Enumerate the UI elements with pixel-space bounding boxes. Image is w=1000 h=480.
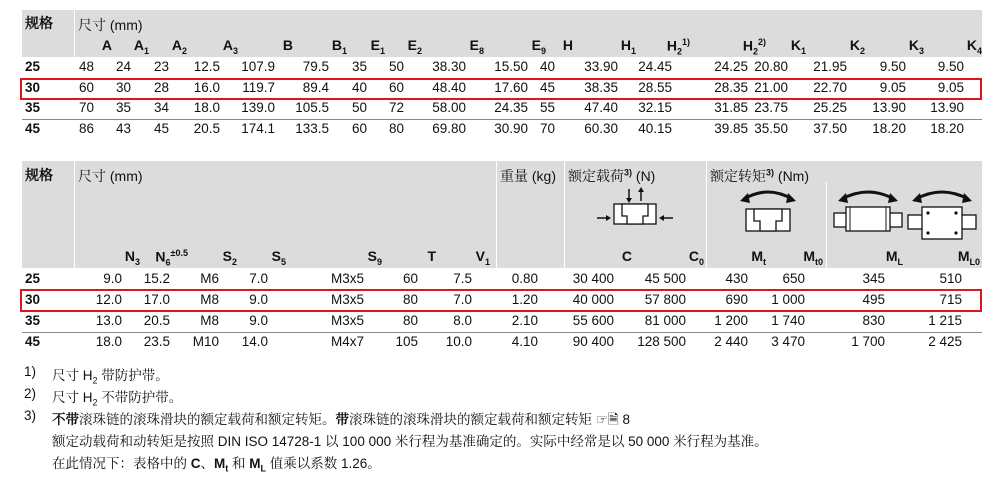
dimension-header: 尺寸 (mm) (78, 17, 143, 33)
table-cell: 60 (402, 271, 418, 286)
table-cell: 15.2 (143, 271, 170, 286)
table-cell: 55 (539, 100, 555, 115)
table-cell: 40 (351, 80, 367, 95)
divider (74, 161, 75, 268)
table-cell: 18.0 (193, 100, 220, 115)
table-cell: 28 (153, 80, 169, 95)
table-cell: 174.1 (241, 121, 275, 136)
torque-ml0-icon (906, 183, 978, 243)
table-cell: 3 470 (771, 334, 805, 349)
table-cell: 45 (153, 121, 169, 136)
table-cell: 23.5 (143, 334, 170, 349)
table-cell: 13.0 (95, 313, 122, 328)
table-cell: 119.7 (242, 80, 275, 95)
table-cell: 34 (153, 100, 169, 115)
table-cell: 70 (78, 100, 94, 115)
table-cell: M3x5 (330, 292, 364, 307)
table-cell: 133.5 (295, 121, 329, 136)
col-H2-note2: $H_2^{2)}$ (742, 37, 766, 57)
size-label: 35 (25, 100, 41, 115)
size-label: 45 (25, 334, 41, 349)
table-cell: 60 (388, 80, 404, 95)
table-cell: 47.40 (584, 100, 618, 115)
table-cell: 57 800 (644, 292, 686, 307)
page-reference-icon: ☞🗎 8 (595, 412, 630, 427)
table-cell: 1 740 (771, 313, 805, 328)
table-cell: 13.90 (872, 100, 906, 115)
table-row (22, 271, 982, 290)
table-cell: 1 215 (928, 313, 962, 328)
torque-rating-header: 额定转矩$^{3)}$ (Nm) (710, 167, 810, 184)
col-T: T (427, 248, 436, 264)
table-cell: 9.50 (879, 59, 906, 74)
table-cell: 90 400 (572, 334, 614, 349)
table-cell: 21.95 (813, 59, 847, 74)
table-cell: 1.20 (511, 292, 538, 307)
row-separator (22, 119, 982, 120)
table-row (22, 59, 982, 78)
table-cell: 18.20 (930, 121, 964, 136)
table-cell: 80 (402, 313, 418, 328)
table-cell: 20.80 (754, 59, 788, 74)
table-cell: M10 (192, 334, 219, 349)
col-B1: $B_1$ (331, 37, 347, 56)
table-cell: 2.10 (511, 313, 538, 328)
col-E8: $E_8$ (469, 37, 484, 56)
footnote-3-line-3: 在此情况下：表格中的 C、$M_t$ 和 $M_L$ 值乘以系数 1.26。 (52, 456, 381, 474)
table-cell: 79.5 (302, 59, 329, 74)
table-cell: 37.50 (813, 121, 847, 136)
table-cell: 50 (388, 59, 404, 74)
col-C: C (621, 248, 632, 264)
table-cell: 28.55 (638, 80, 672, 95)
table-cell: 80 (402, 292, 418, 307)
table-cell: 495 (862, 292, 885, 307)
table-cell: 70 (539, 121, 555, 136)
size-label: 30 (25, 80, 41, 95)
col-A1: $A_1$ (133, 37, 149, 56)
torque-mt-icon (738, 183, 798, 235)
table-cell: 24.35 (494, 100, 528, 115)
table-cell: 48.40 (432, 80, 466, 95)
table-cell: 830 (862, 313, 885, 328)
table-cell: M3x5 (330, 271, 364, 286)
table-cell: 9.50 (937, 59, 964, 74)
spec-header: 规格 (25, 167, 53, 183)
table-cell: 7.5 (453, 271, 472, 286)
table-cell: 69.80 (432, 121, 466, 136)
divider (496, 161, 497, 268)
table-row (22, 334, 982, 353)
table-cell: 21.00 (754, 80, 788, 95)
col-B: B (282, 37, 293, 53)
table-cell: 55 600 (572, 313, 614, 328)
table-cell: 58.00 (432, 100, 466, 115)
col-K4: $K_4$ (966, 37, 982, 56)
table-cell: 30 400 (572, 271, 614, 286)
table-cell: 14.0 (241, 334, 268, 349)
col-K3: $K_3$ (908, 37, 924, 56)
col-E2: $E_2$ (407, 37, 422, 56)
col-C0: $C_0$ (688, 248, 704, 267)
divider (826, 182, 827, 268)
col-H2-note1: $H_2^{1)}$ (666, 37, 690, 57)
table-cell: 22.70 (813, 80, 847, 95)
table-cell: 80 (388, 121, 404, 136)
table-cell: 33.90 (584, 59, 618, 74)
col-K2: $K_2$ (849, 37, 865, 56)
table-cell: 48 (78, 59, 94, 74)
table-cell: 2 425 (928, 334, 962, 349)
table-cell: 9.05 (879, 80, 906, 95)
table-cell: 715 (939, 292, 962, 307)
footnote-1: 1) 尺寸 $H_2$ 带防护带。 (24, 364, 169, 386)
table-cell: 40.15 (638, 121, 672, 136)
table-cell: 18.20 (872, 121, 906, 136)
table-cell: 72 (388, 100, 404, 115)
table-cell: 9.0 (103, 271, 122, 286)
table-cell: M6 (200, 271, 219, 286)
table-cell: M8 (200, 313, 219, 328)
torque-ml-icon (832, 183, 904, 235)
table-cell: 38.35 (584, 80, 618, 95)
size-label: 35 (25, 313, 41, 328)
table-cell: 35 (351, 59, 367, 74)
table-cell: 28.35 (714, 80, 748, 95)
table-cell: 12.5 (193, 59, 220, 74)
table-cell: 30 (115, 80, 131, 95)
table-cell: 690 (725, 292, 748, 307)
table-cell: 23.75 (754, 100, 788, 115)
table-cell: 89.4 (302, 80, 329, 95)
table-cell: 17.60 (494, 80, 528, 95)
divider (74, 10, 75, 57)
table-cell: 30.90 (494, 121, 528, 136)
table-cell: 650 (782, 271, 805, 286)
size-label: 25 (25, 59, 41, 74)
table-cell: 32.15 (638, 100, 672, 115)
table-cell: 9.05 (937, 80, 964, 95)
table-cell: 35 (115, 100, 131, 115)
table-cell: 38.30 (432, 59, 466, 74)
footnote-2: 2) 尺寸 $H_2$ 不带防护带。 (24, 386, 183, 408)
table-cell: 20.5 (193, 121, 220, 136)
col-S2: $S_2$ (222, 248, 237, 267)
table-cell: M3x5 (330, 313, 364, 328)
table-cell: 17.0 (143, 292, 170, 307)
table-cell: 43 (115, 121, 131, 136)
table-cell: 139.0 (241, 100, 275, 115)
table-cell: 60 (351, 121, 367, 136)
table-cell: 25.25 (813, 100, 847, 115)
col-N3: $N_3$ (124, 248, 140, 267)
col-Mt0: $M_{t0}$ (803, 248, 823, 267)
col-H1: $H_1$ (620, 37, 636, 56)
table-cell: 45 (539, 80, 555, 95)
table-cell: M8 (200, 292, 219, 307)
table-cell: 7.0 (249, 271, 268, 286)
table-cell: 4.10 (511, 334, 538, 349)
col-V1: $V_1$ (475, 248, 490, 267)
table-cell: 510 (939, 271, 962, 286)
table-cell: 35.50 (754, 121, 788, 136)
divider (706, 161, 707, 268)
load-direction-icon (594, 186, 676, 236)
table-cell: 20.5 (143, 313, 170, 328)
table-cell: 105.5 (295, 100, 329, 115)
table-cell: 86 (78, 121, 94, 136)
size-label: 25 (25, 271, 41, 286)
spec-header: 规格 (25, 15, 53, 31)
table-cell: 1 700 (851, 334, 885, 349)
col-Mt: $M_t$ (751, 248, 766, 267)
table-cell: 7.0 (453, 292, 472, 307)
size-label: 30 (25, 292, 41, 307)
footnote-3: 3) 不带滚珠链的滚珠滑块的额定载荷和额定转矩。带滚珠链的滚珠滑块的额定载荷和额定转矩 ☞🗎 8 (24, 408, 630, 427)
table-cell: 60 (78, 80, 94, 95)
col-ML: $M_L$ (885, 248, 903, 267)
table-cell: 24.45 (638, 59, 672, 74)
table-cell: 39.85 (714, 121, 748, 136)
table-cell: 8.0 (453, 313, 472, 328)
col-A2: $A_2$ (171, 37, 187, 56)
col-A3: $A_3$ (222, 37, 238, 56)
col-A: A (101, 37, 112, 53)
table1-header (22, 10, 982, 57)
table-cell: 107.9 (241, 59, 275, 74)
table-cell: 23 (153, 59, 169, 74)
col-N6: $N_6^{\pm 0.5}$ (155, 248, 188, 268)
table-cell: 1 000 (771, 292, 805, 307)
table-cell: 15.50 (494, 59, 528, 74)
highlight-box-size-30 (20, 78, 982, 100)
size-label: 45 (25, 121, 41, 136)
table-cell: 105 (395, 334, 418, 349)
table-row (22, 121, 982, 140)
table-cell: 10.0 (445, 334, 472, 349)
col-E9: $E_9$ (531, 37, 546, 56)
table-cell: 430 (725, 271, 748, 286)
highlight-box-size-30 (20, 289, 982, 312)
table-cell: 9.0 (249, 292, 268, 307)
table-cell: 345 (862, 271, 885, 286)
table-cell: 24 (115, 59, 131, 74)
col-K1: $K_1$ (790, 37, 806, 56)
table-cell: 45 500 (644, 271, 686, 286)
col-H: H (562, 37, 573, 53)
table-cell: 16.0 (193, 80, 220, 95)
table-cell: 40 000 (572, 292, 614, 307)
table-row (22, 100, 982, 119)
load-rating-header: 额定载荷$^{3)}$ (N) (568, 167, 656, 184)
row-separator (22, 332, 982, 333)
weight-header: 重量 (kg) (500, 168, 556, 184)
table-cell: 50 (351, 100, 367, 115)
table-cell: 31.85 (714, 100, 748, 115)
col-E1: $E_1$ (370, 37, 385, 56)
footnote-3-line-2: 额定动载荷和动转矩是按照 DIN ISO 14728-1 以 100 000 米行程为基准确定的。实际中经常是以 50 000 米行程为基准。 (52, 434, 768, 449)
table-cell: 13.90 (930, 100, 964, 115)
table-row (22, 313, 982, 332)
table-cell: 128 500 (637, 334, 686, 349)
col-ML0: $M_{L0}$ (957, 248, 980, 267)
table-cell: 12.0 (95, 292, 122, 307)
table-cell: 2 440 (714, 334, 748, 349)
table-cell: 81 000 (644, 313, 686, 328)
table-cell: 60.30 (584, 121, 618, 136)
table-cell: 9.0 (249, 313, 268, 328)
col-S9: $S_9$ (367, 248, 382, 267)
divider (564, 161, 565, 268)
table-cell: 0.80 (511, 271, 538, 286)
dimension-header: 尺寸 (mm) (78, 168, 143, 184)
col-S5: $S_5$ (271, 248, 286, 267)
table-cell: M4x7 (330, 334, 364, 349)
table-cell: 18.0 (95, 334, 122, 349)
table-cell: 1 200 (714, 313, 748, 328)
table-cell: 24.25 (714, 59, 748, 74)
table-cell: 40 (539, 59, 555, 74)
